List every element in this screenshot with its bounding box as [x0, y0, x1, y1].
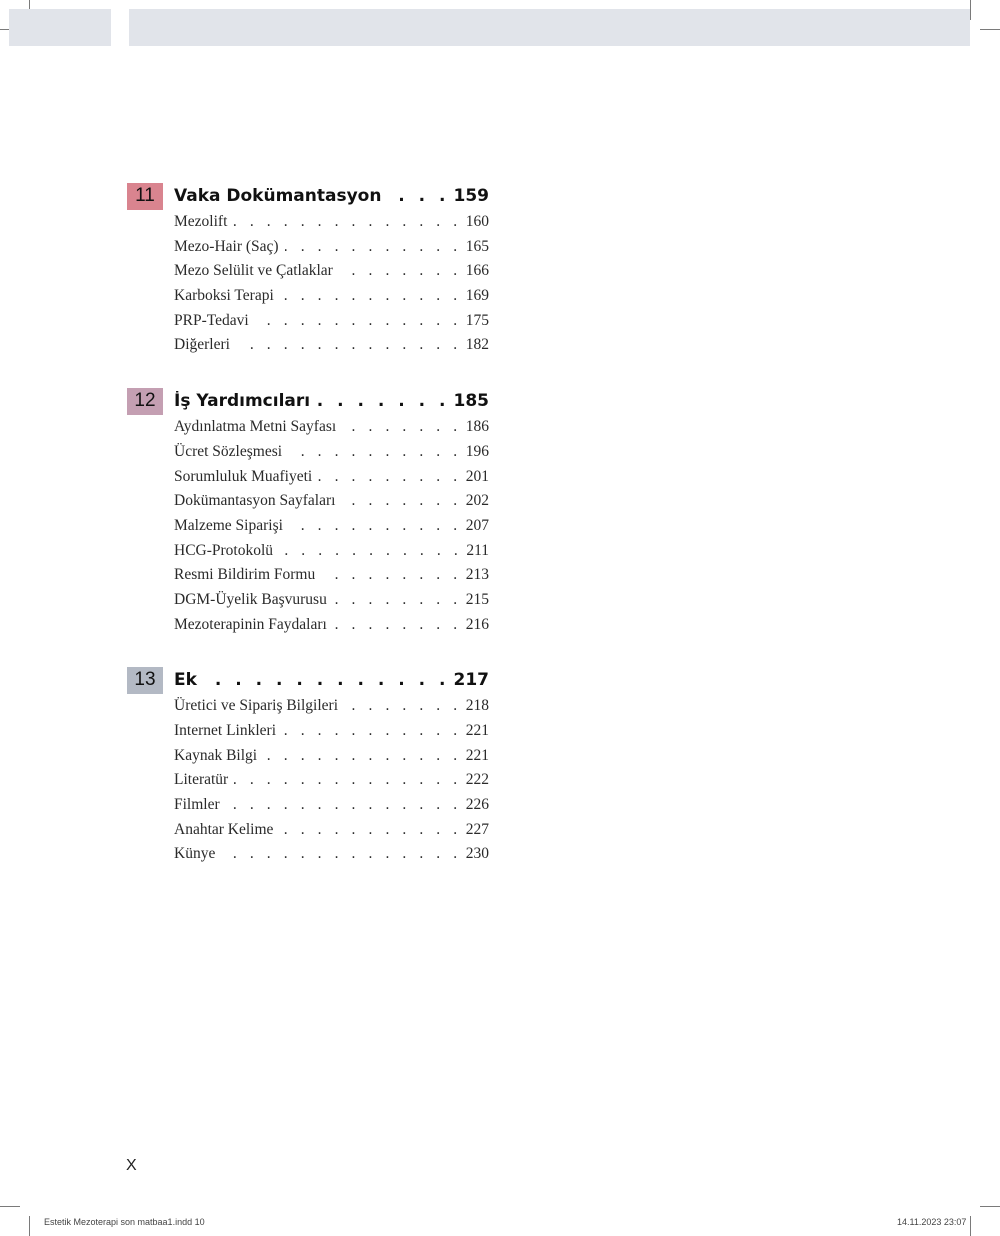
- dot-leader: [285, 238, 462, 256]
- toc-entry: [174, 821, 489, 846]
- dot-leader: [339, 262, 462, 280]
- dot-leader: [333, 591, 462, 609]
- toc-entry-page: 160: [465, 213, 489, 230]
- toc-entry-title: Aydınlatma Metni Sayfası: [174, 418, 337, 436]
- toc-entry-title: Mezo Selülit ve Çatlaklar: [174, 262, 333, 280]
- toc-entry-title: Malzeme Siparişi: [174, 516, 283, 534]
- chapter-heading: [127, 664, 489, 696]
- toc-entry-title: Literatür: [174, 771, 229, 789]
- toc-entry-page: 202: [465, 492, 489, 510]
- toc-entry-page: 169: [465, 287, 489, 305]
- toc-entry: [174, 262, 489, 287]
- toc-entry-page: 182: [465, 336, 489, 354]
- chapter-section: [127, 180, 489, 361]
- toc-entry-page: 218: [465, 697, 489, 715]
- chapter-title: Ek: [174, 670, 197, 691]
- chapter-number-badge: 13: [127, 667, 163, 694]
- dot-leader: [255, 312, 462, 330]
- chapter-title-row: [174, 186, 489, 206]
- page-number: X: [126, 1157, 137, 1174]
- toc-entry: [174, 517, 489, 542]
- chapter-entry-list: [174, 418, 489, 640]
- toc-entry: [174, 796, 489, 821]
- crop-mark: [0, 1206, 20, 1207]
- chapter-number-badge: 11: [127, 183, 163, 210]
- dot-leader: [226, 796, 462, 814]
- toc-entry: [174, 287, 489, 312]
- toc-entry: [174, 697, 489, 722]
- chapter-title-row: [174, 670, 489, 690]
- toc-entry-page: 221: [465, 746, 489, 764]
- crop-mark: [970, 0, 971, 20]
- toc-entry-title: Karboksi Terapi: [174, 287, 274, 305]
- toc-entry-page: 215: [465, 590, 489, 608]
- header-band-right: [129, 9, 970, 46]
- chapter-section: [127, 385, 489, 640]
- toc-entry-title: Ücret Sözleşmesi: [174, 442, 283, 460]
- dot-leader: [314, 391, 449, 411]
- toc-entry-title: Anahtar Kelime: [174, 820, 274, 838]
- dot-leader: [333, 616, 462, 634]
- header-band-left: [9, 9, 111, 46]
- toc-entry-title: Kaynak Bilgi: [174, 746, 258, 764]
- dot-leader: [385, 186, 449, 206]
- toc-entry-page: 166: [465, 262, 489, 280]
- dot-leader: [318, 468, 462, 486]
- dot-leader: [236, 336, 462, 354]
- toc-entry-page: 207: [465, 516, 489, 534]
- chapter-number-badge: 12: [127, 388, 163, 415]
- dot-leader: [233, 213, 461, 231]
- dot-leader: [201, 670, 450, 690]
- crop-mark: [980, 29, 1000, 30]
- chapter-entry-list: [174, 213, 489, 361]
- chapter-title-row: [174, 391, 489, 411]
- toc-entry-title: Diğerleri: [174, 336, 230, 354]
- table-of-contents: [127, 180, 489, 894]
- toc-entry: [174, 566, 489, 591]
- crop-mark: [980, 1206, 1000, 1207]
- dot-leader: [234, 771, 462, 789]
- toc-entry-title: Mezoterapinin Faydaları: [174, 615, 327, 633]
- toc-entry: [174, 418, 489, 443]
- toc-entry: [174, 336, 489, 361]
- toc-entry: [174, 747, 489, 772]
- toc-entry-title: Sorumluluk Muafiyeti: [174, 467, 313, 485]
- toc-entry-page: 201: [465, 467, 489, 485]
- chapter-section: [127, 664, 489, 870]
- toc-entry: [174, 492, 489, 517]
- toc-entry-page: 213: [465, 566, 489, 584]
- toc-entry: [174, 771, 489, 796]
- toc-entry: [174, 722, 489, 747]
- dot-leader: [288, 443, 462, 461]
- toc-entry-page: 221: [465, 722, 489, 739]
- toc-entry-title: PRP-Tedavi: [174, 311, 249, 329]
- toc-entry-title: Mezo-Hair (Saç): [174, 237, 279, 255]
- toc-entry-page: 196: [465, 442, 489, 460]
- toc-entry-page: 186: [465, 418, 489, 436]
- dot-leader: [342, 418, 462, 436]
- chapter-page-number: 217: [453, 670, 489, 691]
- toc-entry: [174, 845, 489, 870]
- dot-leader: [289, 517, 462, 535]
- toc-entry-page: 211: [466, 541, 489, 559]
- chapter-heading: [127, 180, 489, 212]
- toc-entry-title: Mezolift: [174, 213, 228, 230]
- dot-leader: [221, 845, 461, 863]
- toc-entry-page: 175: [465, 311, 489, 329]
- toc-entry-page: 222: [465, 771, 489, 789]
- toc-entry-page: 226: [465, 796, 489, 814]
- toc-entry-page: 165: [465, 237, 489, 255]
- crop-mark: [29, 1216, 30, 1236]
- toc-entry-page: 216: [465, 615, 489, 633]
- toc-entry-title: Dokümantasyon Sayfaları: [174, 492, 336, 510]
- toc-entry-title: Internet Linkleri: [174, 722, 276, 739]
- toc-entry-page: 227: [465, 820, 489, 838]
- chapter-title: Vaka Dokümantasyon: [174, 186, 382, 206]
- dot-leader: [279, 821, 461, 839]
- chapter-entry-list: [174, 697, 489, 870]
- chapter-page-number: 159: [453, 186, 489, 206]
- toc-entry-title: Filmler: [174, 796, 220, 814]
- toc-entry: [174, 213, 489, 238]
- dot-leader: [282, 722, 462, 740]
- chapter-heading: [127, 385, 489, 417]
- toc-entry-title: HCG-Protokolü: [174, 541, 274, 559]
- chapter-page-number: 185: [453, 391, 489, 412]
- crop-mark: [970, 1216, 971, 1236]
- toc-entry: [174, 238, 489, 263]
- dot-leader: [344, 697, 462, 715]
- toc-entry: [174, 312, 489, 337]
- footer-file-info: Estetik Mezoterapi son matbaa1.indd 10: [44, 1217, 205, 1227]
- dot-leader: [279, 542, 462, 560]
- toc-entry: [174, 443, 489, 468]
- dot-leader: [321, 566, 462, 584]
- toc-entry: [174, 542, 489, 567]
- toc-entry: [174, 616, 489, 641]
- dot-leader: [280, 287, 462, 305]
- toc-entry-title: Resmi Bildirim Formu: [174, 566, 316, 584]
- dot-leader: [341, 492, 461, 510]
- dot-leader: [263, 747, 462, 765]
- toc-entry: [174, 591, 489, 616]
- toc-entry-title: Künye: [174, 845, 216, 863]
- chapter-title: İş Yardımcıları: [174, 391, 311, 412]
- toc-entry-title: Üretici ve Sipariş Bilgileri: [174, 697, 339, 715]
- toc-entry: [174, 468, 489, 493]
- footer-timestamp: 14.11.2023 23:07: [897, 1217, 967, 1227]
- toc-entry-page: 230: [465, 845, 489, 863]
- toc-entry-title: DGM-Üyelik Başvurusu: [174, 590, 327, 608]
